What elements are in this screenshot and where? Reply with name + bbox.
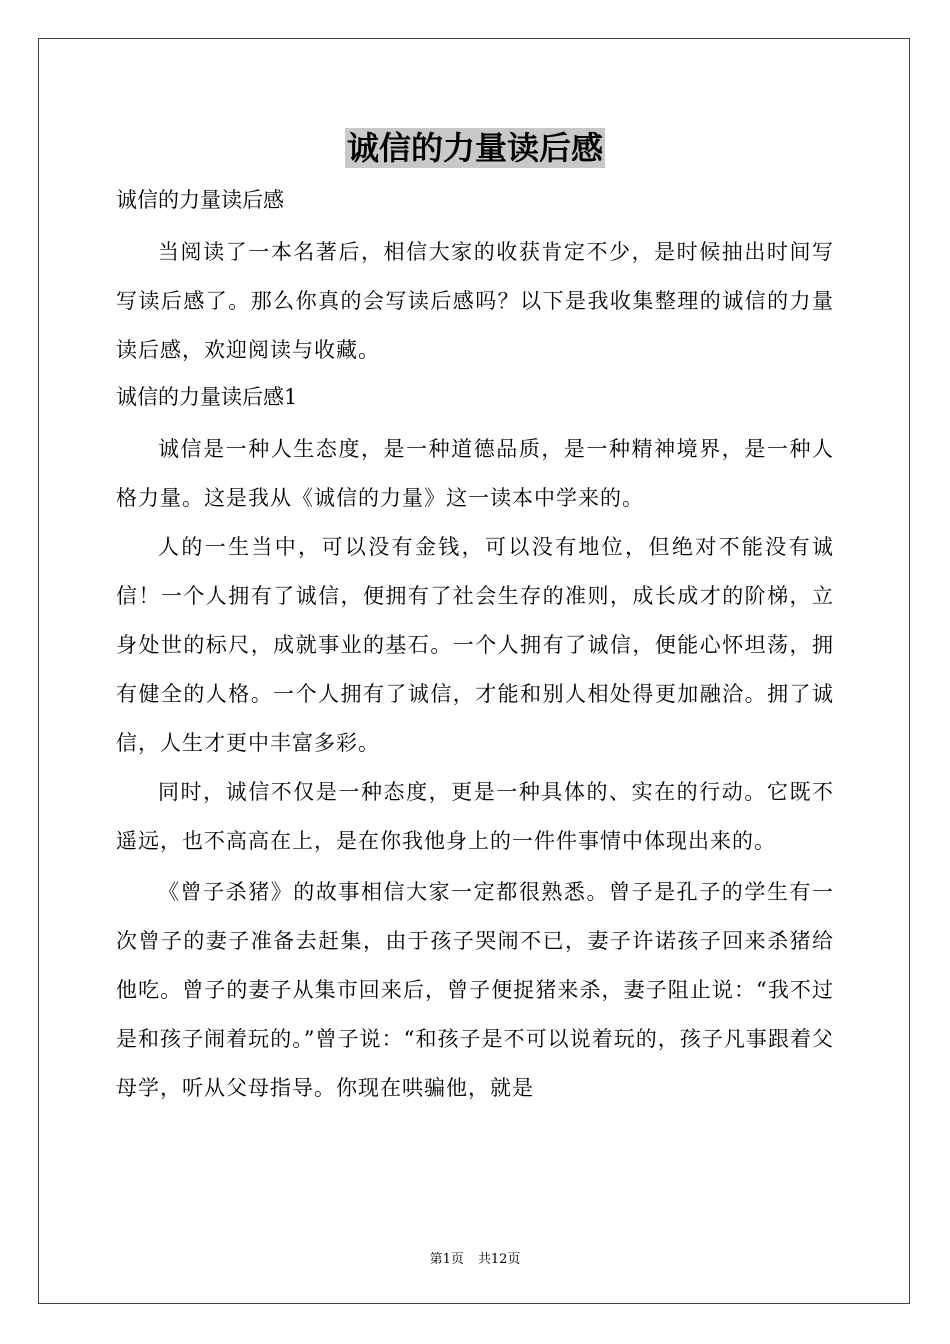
intro-paragraph: 当阅读了一本名著后，相信大家的收获肯定不少，是时候抽出时间写写读后感了。那么你真的会写读后感吗？以下是我收集整理的诚信的力量读后感，欢迎阅读与收藏。: [116, 240, 834, 362]
body-paragraph: 诚信是一种人生态度，是一种道德品质，是一种精神境界，是一种人格力量。这是我从《诚信的力量》这一读本中学来的。: [116, 437, 834, 510]
document-body: [116, 180, 834, 1113]
body-paragraph: 同时，诚信不仅是一种态度，更是一种具体的、实在的行动。它既不遥远，也不高高在上，是在你我他身上的一件件事情中体现出来的。: [116, 780, 834, 853]
page-footer: [0, 1248, 950, 1267]
body-paragraph: 《曾子杀猪》的故事相信大家一定都很熟悉。曾子是孔子的学生有一次曾子的妻子准备去赶集，由于孩子哭闹不已，妻子许诺孩子回来杀猪给他吃。曾子的妻子从集市回来后，曾子便捉猪来杀，妻子阻止说：“我不过是和孩子闹着玩的。”曾子说：“和孩子是不可以说着玩的，孩子凡事跟着父母学，听从父母指导。你现在哄骗他，就是: [116, 880, 834, 1100]
page-current: 第1页: [429, 1252, 464, 1267]
document-subtitle: 诚信的力量读后感: [116, 188, 284, 212]
section-heading: 诚信的力量读后感1: [116, 385, 298, 409]
body-paragraph: 人的一生当中，可以没有金钱，可以没有地位，但绝对不能没有诚信！一个人拥有了诚信，便拥有了社会生存的准则，成长成才的阶梯，立身处世的标尺，成就事业的基石。一个人拥有了诚信，便能心怀坦荡，拥有健全的人格。一个人拥有了诚信，才能和别人相处得更加融洽。拥了诚信，人生才更中丰富多彩。: [116, 535, 834, 755]
title-container: [0, 128, 950, 168]
document-title: 诚信的力量读后感: [346, 129, 603, 167]
page-total: 共12页: [477, 1252, 521, 1267]
